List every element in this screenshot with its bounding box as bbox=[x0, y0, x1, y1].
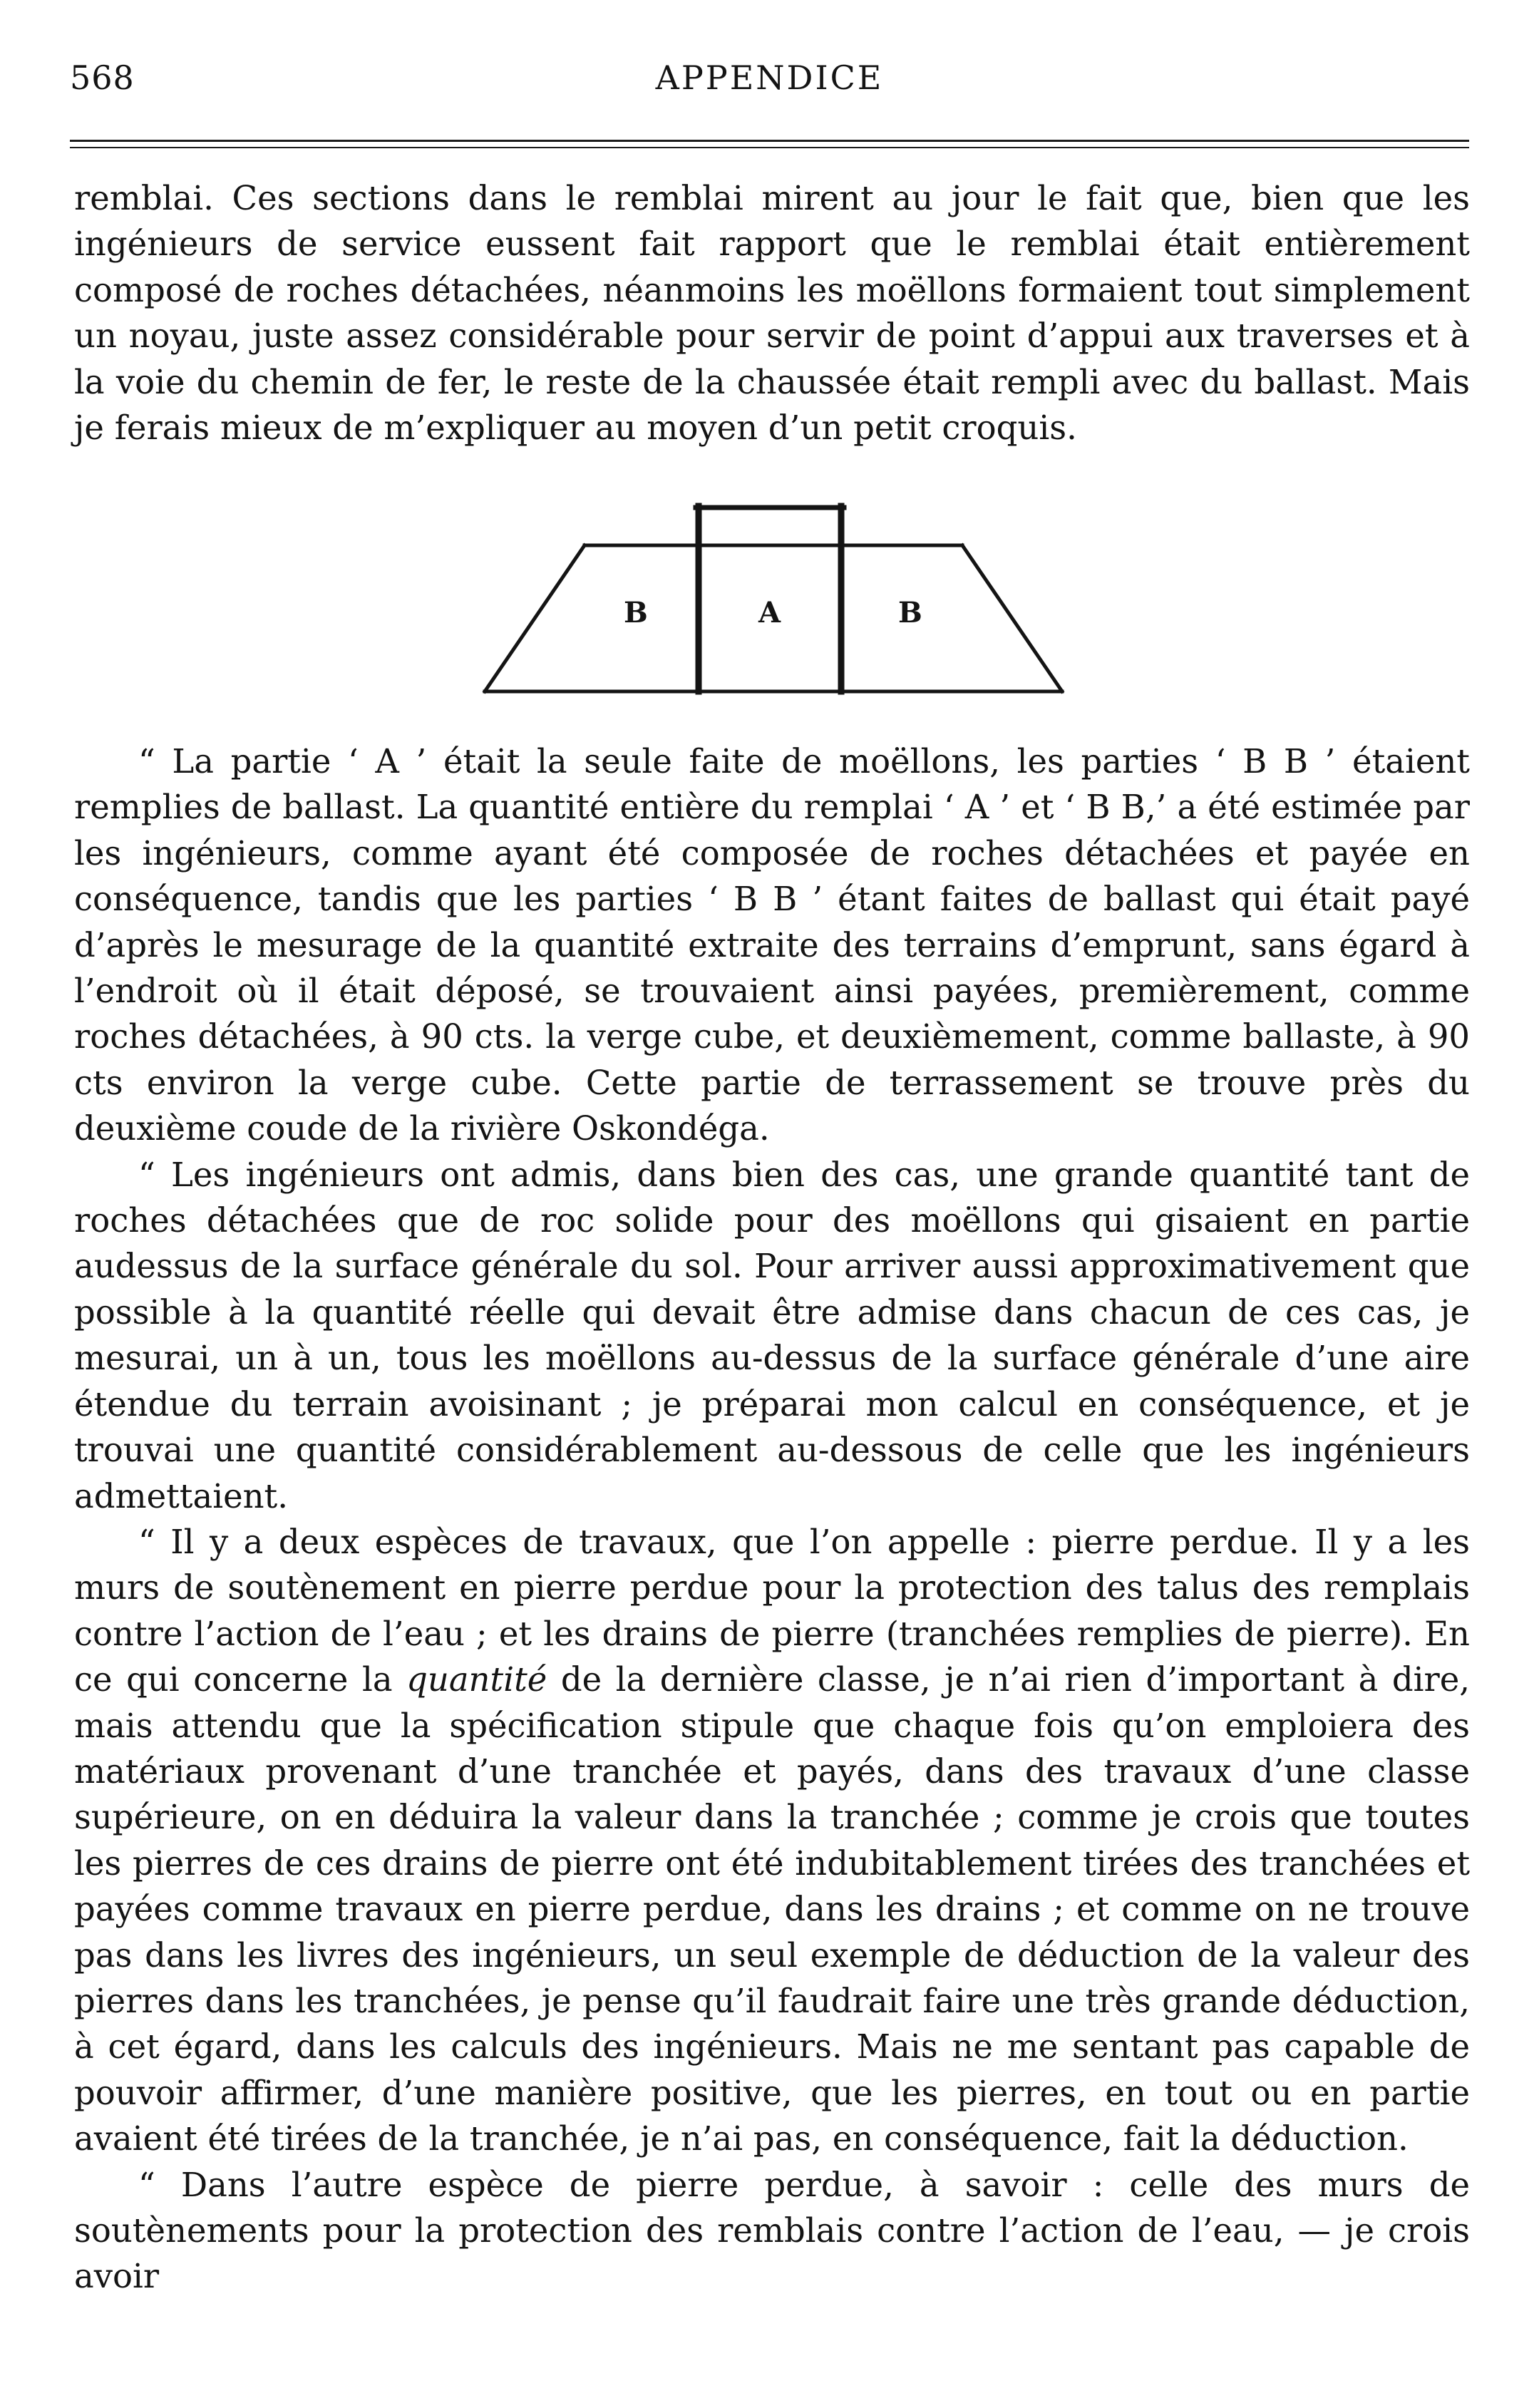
header-rule-top bbox=[70, 140, 1469, 142]
embankment-diagram bbox=[470, 492, 1076, 706]
paragraph-remblai: remblai. Ces sections dans le remblai mirent au jour le fait que, bien que les ingénieurs de service eussent fait rapport que le remblai était entièrement composé de roches détachées, néanmoins les moëllons formaient tout simplement un noyau, juste assez considérable pour servir de point d’appui aux traverses et à la voie du chemin de fer, le reste de la chaussée était rempli avec du ballast. Mais je ferais mieux de m’expliquer au moyen d’un petit croquis. bbox=[74, 179, 1470, 448]
embankment-left-slope bbox=[485, 545, 585, 691]
page-header bbox=[70, 58, 1469, 108]
paragraph-pierre-perdue bbox=[74, 1519, 1470, 2162]
paragraph-autre-espece: “ Dans l’autre espèce de pierre perdue, à savoir : celle des murs de soutènements pour la protection des remblais contre l’action de l’eau, — je crois avoir bbox=[74, 2165, 1470, 2296]
figure-label-a: A bbox=[758, 596, 781, 629]
figure-label-b-left: B bbox=[624, 596, 648, 629]
embankment-right-slope bbox=[962, 545, 1062, 691]
paragraph-partie-a: “ La partie ‘ A ’ était la seule faite de moëllons, les parties ‘ B B ’ étaient remplies de ballast. La quantité entière du remplai ‘ A ’ et ‘ B B,’ a été estimée par les ingénieurs, comme ayant été composée de roches détachées et payée en conséquence, tandis que les parties ‘ B B ’ étant faites de ballast qui était payé d’après le mesurage de la quantité extraite des terrains d’emprunt, sans égard à l’endroit où il était déposé, se trouvaient ainsi payées, premièrement, comme roches détachées, à 90 cts. la verge cube, et deuxièmement, comme ballaste, à 90 cts environ la verge cube. Cette partie de terrassement se trouve près du deuxième coude de la rivière Oskondéga. bbox=[74, 742, 1470, 1148]
page-number: 568 bbox=[70, 58, 135, 97]
paragraph-pierre-perdue-part2: de la dernière classe, je n’ai rien d’important à dire, mais attendu que la spécification stipule que chaque fois qu’on emploiera des matériaux provenant d’une tranchée et payés, dans des travaux d’une classe supérieure, on en déduira la valeur dans la tranchée ; comme je crois que toutes les pierres de ces drains de pierre ont été indubitablement tirées des tranchées et payées comme travaux en pierre perdue, dans les drains ; et comme on ne trouve pas dans les livres des ingénieurs, un seul exemple de déduction de la valeur des pierres dans les tranchées, je pense qu’il faudrait faire une très grande déduction, à cet égard, dans les calculs des ingénieurs. Mais ne me sentant pas capable de pouvoir affirmer, d’une manière positive, que les pierres, en tout ou en partie avaient été tirées de la tranchée, je n’ai pas, en conséquence, fait la déduction. bbox=[74, 1660, 1471, 2159]
paragraph-pierre-perdue-part1: “ Il y a deux espèces de travaux, que l’on appelle : pierre perdue. Il y a les murs de soutènement en pierre perdue pour la protection des talus des remplais contre l’action de l’eau ; et les drains de pierre (tranchées remplies de pierre). En ce qui concerne la bbox=[74, 1522, 1470, 1699]
embankment-sketch bbox=[470, 492, 1076, 706]
emphasis-quantite: quantité bbox=[406, 1660, 547, 1699]
paragraph-ingenieurs: “ Les ingénieurs ont admis, dans bien des cas, une grande quantité tant de roches détachées que de roc solide pour des moëllons qui gisaient en partie audessus de la surface générale du sol. Pour arriver aussi approximativement que possible à la quantité réelle qui devait être admise dans chacun de ces cas, je mesurai, un à un, tous les moëllons au-dessus de la surface générale d’une aire étendue du terrain avoisinant ; je préparai mon calcul en conséquence, et je trouvai une quantité considérablement au-dessous de celle que les ingénieurs admettaient. bbox=[74, 1155, 1470, 1516]
header-rule-bottom bbox=[70, 147, 1469, 148]
text-block-top bbox=[74, 175, 1470, 451]
text-block-bottom bbox=[74, 739, 1470, 2300]
figure-label-b-right: B bbox=[898, 596, 922, 629]
running-head: APPENDICE bbox=[655, 58, 884, 97]
